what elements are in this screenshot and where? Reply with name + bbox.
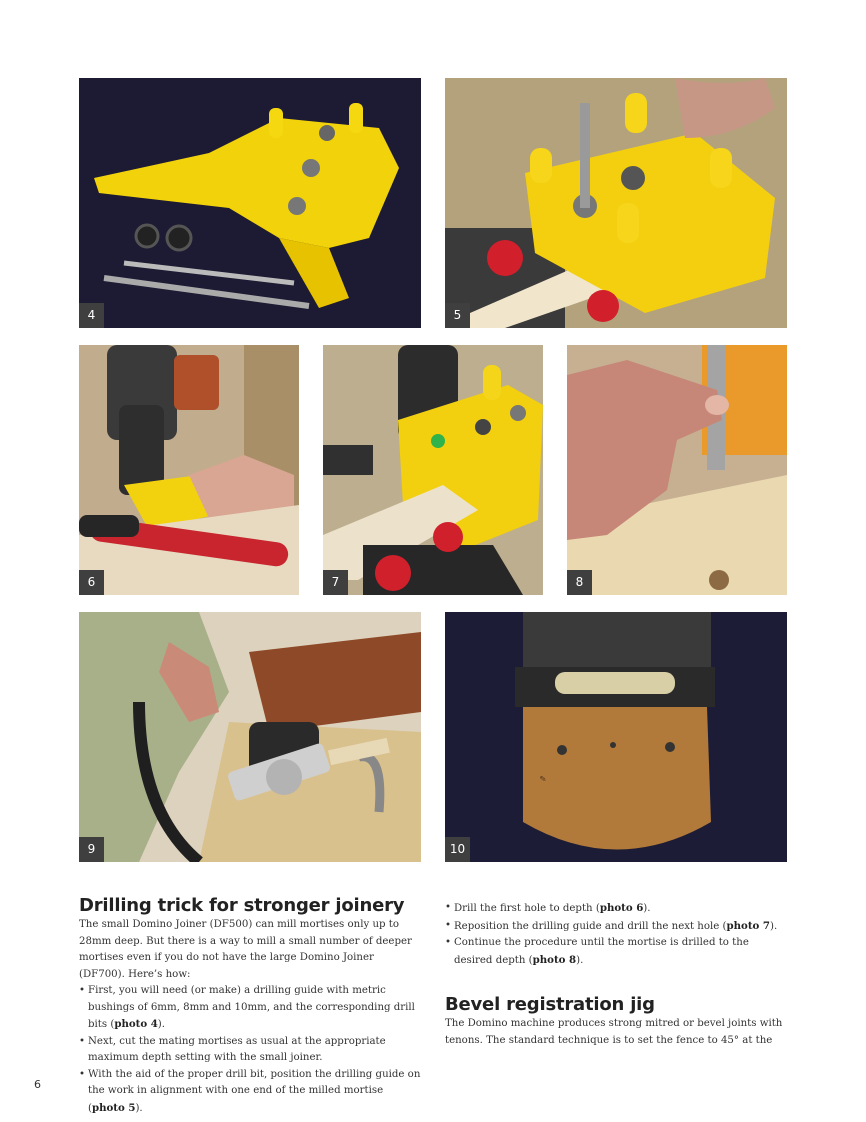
drilling-next-hole-image xyxy=(323,345,543,595)
photo-8 xyxy=(567,345,787,595)
photo-number: 4 xyxy=(79,303,104,328)
photo-5 xyxy=(445,78,787,328)
photo-6 xyxy=(79,345,299,595)
intro-paragraph: The small Domino Joiner (DF500) can mill mortises only up to 28mm deep. But there is a way to mill a small number of deeper mortises even if you do not have the large Domino Joiner (DF700). Here’s how: xyxy=(79,919,412,980)
photo-reference: photo 7 xyxy=(726,919,770,932)
photo-reference: photo 8 xyxy=(532,953,577,966)
joiner-base-image xyxy=(445,612,787,862)
handwriting: ✎ xyxy=(539,774,547,784)
photo-number: 9 xyxy=(79,837,104,862)
list-item: • Drill the first hole to depth (photo 6). xyxy=(445,900,787,918)
right-column xyxy=(445,900,787,969)
section-heading: Bevel registration jig xyxy=(445,994,655,1015)
bevel-intro: The Domino machine produces strong mitred or bevel joints with tenons. The standard technique is to set the fence to 45° at the xyxy=(445,1018,783,1046)
milling-image xyxy=(79,612,421,862)
photo-reference: photo 4 xyxy=(114,1018,158,1030)
photo-number: 6 xyxy=(79,570,104,595)
photo-number: 10 xyxy=(445,837,470,862)
list-item: • Reposition the drilling guide and drill the next hole (photo 7). xyxy=(445,918,787,936)
photo-reference: photo 5 xyxy=(91,1101,136,1114)
photo-number: 8 xyxy=(567,570,592,595)
left-column xyxy=(79,917,421,1117)
photo-reference: photo 6 xyxy=(599,902,644,914)
list-item: • First, you will need (or make) a drilling guide with metric bushings of 6mm, 8mm and 10mm, and the corresponding drill bits (photo 4). xyxy=(79,983,421,1034)
steps-list xyxy=(79,983,421,1117)
photo-number: 5 xyxy=(445,303,470,328)
drilling-guide-image xyxy=(79,78,421,328)
photo-9 xyxy=(79,612,421,862)
photo-4 xyxy=(79,78,421,328)
drilling-guide-on-wood-image xyxy=(445,78,787,328)
photo-10 xyxy=(445,612,787,862)
photo-number: 7 xyxy=(323,570,348,595)
checking-depth-image xyxy=(567,345,787,595)
drilling-first-hole-image xyxy=(79,345,299,595)
list-item: • With the aid of the proper drill bit, position the drilling guide on the work in alignment with one end of the milled mortise (photo 5). xyxy=(79,1067,421,1118)
photo-7 xyxy=(323,345,543,595)
section-heading: Drilling trick for stronger joinery xyxy=(79,895,405,916)
page-number: 6 xyxy=(34,1078,41,1091)
steps-list-continued xyxy=(445,900,787,969)
list-item: • Next, cut the mating mortises as usual at the appropriate maximum depth setting with the small joiner. xyxy=(79,1034,421,1067)
list-item: • Continue the procedure until the mortise is drilled to the desired depth (photo 8). xyxy=(445,935,787,969)
